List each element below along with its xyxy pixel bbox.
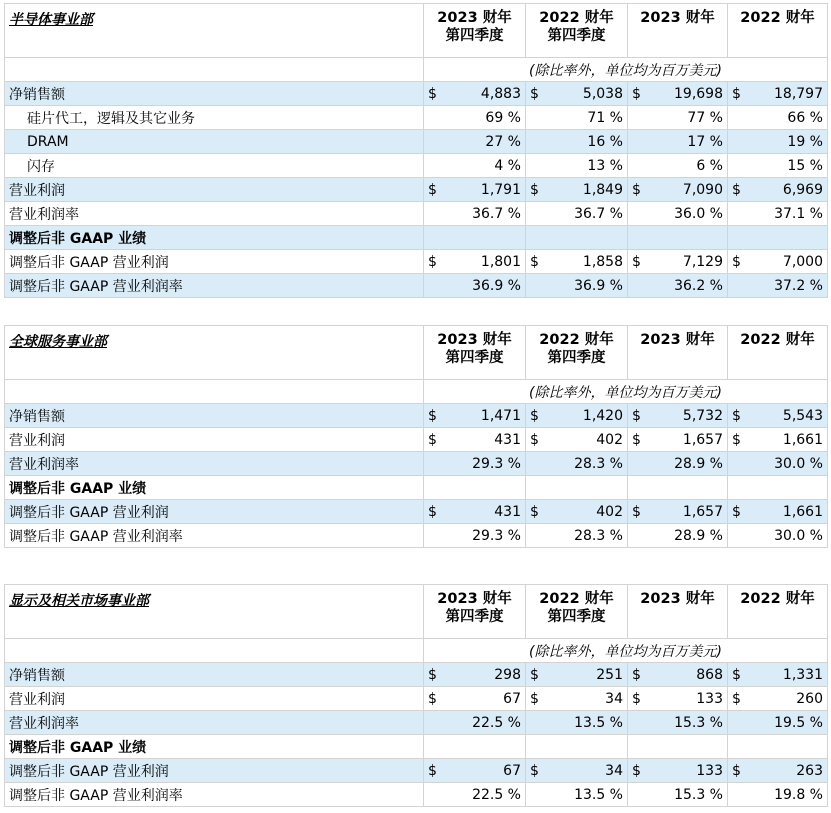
currency-symbol: $ bbox=[428, 407, 437, 424]
row-label: 调整后非 GAAP 营业利润率 bbox=[5, 274, 424, 298]
value-cell-q4-2023: 27 % bbox=[424, 130, 526, 154]
value: 67 bbox=[503, 762, 521, 779]
value-cell-q4-2022 bbox=[526, 226, 628, 250]
value: 1,657 bbox=[682, 503, 723, 520]
value-cell-q4-2023 bbox=[424, 226, 526, 250]
table-row bbox=[5, 524, 828, 548]
row-label: 硅片代工，逻辑及其它业务 bbox=[5, 106, 424, 130]
value-cell-q4-2022: 71 % bbox=[526, 106, 628, 130]
value-cell-q4-2023: 36.7 % bbox=[424, 202, 526, 226]
currency-symbol: $ bbox=[530, 431, 539, 448]
column-header-fy2022: 2022 财年 bbox=[728, 4, 828, 58]
value: 431 bbox=[494, 503, 521, 520]
currency-symbol: $ bbox=[428, 503, 437, 520]
column-header-fy2022: 2022 财年 bbox=[728, 585, 828, 639]
value-cell-q4-2022 bbox=[526, 500, 628, 524]
value: 34 bbox=[605, 690, 623, 707]
value-cell-fy2022 bbox=[728, 476, 828, 500]
value: 251 bbox=[596, 666, 623, 683]
table-row bbox=[5, 82, 828, 106]
value-cell-fy2023 bbox=[628, 178, 728, 202]
value: 1,331 bbox=[782, 666, 823, 683]
table-row bbox=[5, 759, 828, 783]
value-cell-q4-2023 bbox=[424, 500, 526, 524]
currency-symbol: $ bbox=[732, 762, 741, 779]
table-row bbox=[5, 663, 828, 687]
row-label: 调整后非 GAAP 营业利润率 bbox=[5, 524, 424, 548]
column-header-q4-2022: 2022 财年 第四季度 bbox=[526, 4, 628, 58]
value: 5,543 bbox=[782, 407, 823, 424]
value: 260 bbox=[796, 690, 823, 707]
value-cell-fy2022: 30.0 % bbox=[728, 524, 828, 548]
row-label: 净销售额 bbox=[5, 663, 424, 687]
currency-symbol: $ bbox=[732, 85, 741, 102]
currency-symbol: $ bbox=[632, 690, 641, 707]
row-label: 营业利润率 bbox=[5, 202, 424, 226]
value-cell-q4-2022: 13 % bbox=[526, 154, 628, 178]
value: 7,000 bbox=[782, 253, 823, 270]
value-cell-q4-2022: 13.5 % bbox=[526, 711, 628, 735]
table-row bbox=[5, 226, 828, 250]
column-header-fy2023: 2023 财年 bbox=[628, 4, 728, 58]
value: 133 bbox=[696, 690, 723, 707]
column-header-q4-2022: 2022 财年 第四季度 bbox=[526, 585, 628, 639]
value-cell-fy2023: 77 % bbox=[628, 106, 728, 130]
currency-symbol: $ bbox=[530, 503, 539, 520]
column-header-q4-2022: 2022 财年 第四季度 bbox=[526, 326, 628, 380]
value-cell-fy2023 bbox=[628, 404, 728, 428]
segment-title: 半导体事业部 bbox=[5, 4, 424, 58]
row-label: 净销售额 bbox=[5, 82, 424, 106]
value-cell-fy2023 bbox=[628, 250, 728, 274]
value-cell-q4-2023: 22.5 % bbox=[424, 783, 526, 807]
segment-header-row bbox=[5, 585, 828, 639]
value: 1,791 bbox=[480, 181, 521, 198]
segment-header-row bbox=[5, 326, 828, 380]
section-heading: 调整后非 GAAP 业绩 bbox=[5, 476, 424, 500]
currency-symbol: $ bbox=[732, 253, 741, 270]
value-cell-fy2022 bbox=[728, 178, 828, 202]
currency-symbol: $ bbox=[428, 181, 437, 198]
table-row bbox=[5, 274, 828, 298]
currency-symbol: $ bbox=[530, 666, 539, 683]
value: 1,858 bbox=[582, 253, 623, 270]
row-label: 调整后非 GAAP 营业利润 bbox=[5, 759, 424, 783]
currency-symbol: $ bbox=[632, 85, 641, 102]
value-cell-q4-2022 bbox=[526, 250, 628, 274]
currency-symbol: $ bbox=[632, 431, 641, 448]
row-label: 闪存 bbox=[5, 154, 424, 178]
currency-symbol: $ bbox=[428, 431, 437, 448]
value-cell-q4-2023: 29.3 % bbox=[424, 524, 526, 548]
currency-symbol: $ bbox=[632, 181, 641, 198]
value-cell-fy2023 bbox=[628, 735, 728, 759]
currency-symbol: $ bbox=[428, 85, 437, 102]
value-cell-q4-2022 bbox=[526, 404, 628, 428]
value-cell-fy2022 bbox=[728, 226, 828, 250]
value-cell-fy2023: 28.9 % bbox=[628, 452, 728, 476]
value-cell-fy2023 bbox=[628, 500, 728, 524]
value-cell-q4-2022 bbox=[526, 735, 628, 759]
value: 5,038 bbox=[582, 85, 623, 102]
currency-symbol: $ bbox=[530, 85, 539, 102]
currency-symbol: $ bbox=[530, 253, 539, 270]
value-cell-fy2023: 17 % bbox=[628, 130, 728, 154]
currency-symbol: $ bbox=[530, 407, 539, 424]
value: 133 bbox=[696, 762, 723, 779]
value-cell-q4-2023 bbox=[424, 759, 526, 783]
value: 6,969 bbox=[782, 181, 823, 198]
value-cell-q4-2022: 36.9 % bbox=[526, 274, 628, 298]
table-row bbox=[5, 178, 828, 202]
value-cell-fy2023: 15.3 % bbox=[628, 783, 728, 807]
value-cell-fy2022 bbox=[728, 250, 828, 274]
value-cell-fy2023 bbox=[628, 759, 728, 783]
value-cell-q4-2022 bbox=[526, 687, 628, 711]
value: 1,471 bbox=[480, 407, 521, 424]
value: 1,657 bbox=[682, 431, 723, 448]
value-cell-fy2022 bbox=[728, 82, 828, 106]
value-cell-q4-2022 bbox=[526, 663, 628, 687]
value-cell-q4-2023 bbox=[424, 82, 526, 106]
column-header-q4-2023: 2023 财年 第四季度 bbox=[424, 326, 526, 380]
value-cell-q4-2022: 36.7 % bbox=[526, 202, 628, 226]
value-cell-fy2022 bbox=[728, 428, 828, 452]
table-row bbox=[5, 250, 828, 274]
currency-symbol: $ bbox=[530, 762, 539, 779]
value: 4,883 bbox=[480, 85, 521, 102]
currency-symbol: $ bbox=[428, 666, 437, 683]
value-cell-q4-2022 bbox=[526, 178, 628, 202]
value-cell-fy2022: 30.0 % bbox=[728, 452, 828, 476]
value: 263 bbox=[796, 762, 823, 779]
value-cell-fy2022: 19.8 % bbox=[728, 783, 828, 807]
currency-symbol: $ bbox=[428, 253, 437, 270]
value-cell-fy2022 bbox=[728, 404, 828, 428]
units-note: (除比率外，单位均为百万美元) bbox=[424, 58, 828, 82]
value: 1,661 bbox=[782, 431, 823, 448]
value: 34 bbox=[605, 762, 623, 779]
currency-symbol: $ bbox=[632, 762, 641, 779]
value-cell-fy2023 bbox=[628, 226, 728, 250]
currency-symbol: $ bbox=[732, 407, 741, 424]
currency-symbol: $ bbox=[530, 181, 539, 198]
table-row bbox=[5, 404, 828, 428]
value-cell-q4-2023: 4 % bbox=[424, 154, 526, 178]
value-cell-q4-2022 bbox=[526, 476, 628, 500]
column-header-fy2022: 2022 财年 bbox=[728, 326, 828, 380]
table-row bbox=[5, 106, 828, 130]
units-note: (除比率外，单位均为百万美元) bbox=[424, 639, 828, 663]
row-label: 调整后非 GAAP 营业利润 bbox=[5, 500, 424, 524]
value-cell-fy2022: 37.1 % bbox=[728, 202, 828, 226]
value-cell-fy2022 bbox=[728, 500, 828, 524]
value: 18,797 bbox=[774, 85, 823, 102]
value-cell-q4-2022: 28.3 % bbox=[526, 524, 628, 548]
segment-table-semiconductor bbox=[4, 3, 828, 298]
currency-symbol: $ bbox=[732, 431, 741, 448]
table-row bbox=[5, 711, 828, 735]
currency-symbol: $ bbox=[732, 666, 741, 683]
table-row bbox=[5, 130, 828, 154]
row-label: 净销售额 bbox=[5, 404, 424, 428]
value: 67 bbox=[503, 690, 521, 707]
value-cell-q4-2023 bbox=[424, 404, 526, 428]
value-cell-fy2023: 28.9 % bbox=[628, 524, 728, 548]
value-cell-q4-2023 bbox=[424, 178, 526, 202]
section-heading: 调整后非 GAAP 业绩 bbox=[5, 735, 424, 759]
value-cell-q4-2022 bbox=[526, 759, 628, 783]
row-label: 营业利润率 bbox=[5, 452, 424, 476]
value-cell-fy2023 bbox=[628, 428, 728, 452]
value-cell-fy2022: 15 % bbox=[728, 154, 828, 178]
units-note: (除比率外，单位均为百万美元) bbox=[424, 380, 828, 404]
value: 402 bbox=[596, 503, 623, 520]
value: 298 bbox=[494, 666, 521, 683]
currency-symbol: $ bbox=[632, 407, 641, 424]
value-cell-fy2022 bbox=[728, 687, 828, 711]
table-row bbox=[5, 500, 828, 524]
value-cell-q4-2023 bbox=[424, 250, 526, 274]
value-cell-q4-2022: 28.3 % bbox=[526, 452, 628, 476]
segment-table-global-services bbox=[4, 325, 828, 548]
value-cell-fy2023: 15.3 % bbox=[628, 711, 728, 735]
row-label: 营业利润 bbox=[5, 178, 424, 202]
value-cell-q4-2023: 36.9 % bbox=[424, 274, 526, 298]
value-cell-q4-2023: 22.5 % bbox=[424, 711, 526, 735]
value: 1,661 bbox=[782, 503, 823, 520]
table-row bbox=[5, 452, 828, 476]
segment-title: 显示及相关市场事业部 bbox=[5, 585, 424, 639]
value: 402 bbox=[596, 431, 623, 448]
currency-symbol: $ bbox=[732, 690, 741, 707]
row-label: 调整后非 GAAP 营业利润率 bbox=[5, 783, 424, 807]
value-cell-fy2023 bbox=[628, 82, 728, 106]
value: 5,732 bbox=[682, 407, 723, 424]
value-cell-fy2022 bbox=[728, 663, 828, 687]
value-cell-q4-2023: 69 % bbox=[424, 106, 526, 130]
currency-symbol: $ bbox=[428, 690, 437, 707]
segment-table-display bbox=[4, 584, 828, 807]
value: 7,129 bbox=[682, 253, 723, 270]
currency-symbol: $ bbox=[632, 503, 641, 520]
table-row bbox=[5, 154, 828, 178]
column-header-q4-2023: 2023 财年 第四季度 bbox=[424, 585, 526, 639]
segment-title: 全球服务事业部 bbox=[5, 326, 424, 380]
currency-symbol: $ bbox=[530, 690, 539, 707]
value-cell-fy2023: 6 % bbox=[628, 154, 728, 178]
column-header-fy2023: 2023 财年 bbox=[628, 585, 728, 639]
value-cell-fy2023 bbox=[628, 687, 728, 711]
table-row bbox=[5, 202, 828, 226]
segment-header-row bbox=[5, 4, 828, 58]
value: 1,801 bbox=[480, 253, 521, 270]
value: 1,849 bbox=[582, 181, 623, 198]
value-cell-q4-2022: 13.5 % bbox=[526, 783, 628, 807]
currency-symbol: $ bbox=[428, 762, 437, 779]
currency-symbol: $ bbox=[632, 666, 641, 683]
units-row bbox=[5, 380, 828, 404]
value: 1,420 bbox=[582, 407, 623, 424]
row-label: DRAM bbox=[5, 130, 424, 154]
value-cell-q4-2022: 16 % bbox=[526, 130, 628, 154]
column-header-fy2023: 2023 财年 bbox=[628, 326, 728, 380]
row-label: 调整后非 GAAP 营业利润 bbox=[5, 250, 424, 274]
value: 868 bbox=[696, 666, 723, 683]
value-cell-q4-2023 bbox=[424, 735, 526, 759]
table-row bbox=[5, 783, 828, 807]
value-cell-fy2023 bbox=[628, 476, 728, 500]
value: 7,090 bbox=[682, 181, 723, 198]
column-header-q4-2023: 2023 财年 第四季度 bbox=[424, 4, 526, 58]
value-cell-fy2022: 66 % bbox=[728, 106, 828, 130]
value-cell-q4-2023 bbox=[424, 428, 526, 452]
units-row bbox=[5, 639, 828, 663]
value-cell-q4-2023: 29.3 % bbox=[424, 452, 526, 476]
value-cell-q4-2023 bbox=[424, 687, 526, 711]
table-row bbox=[5, 687, 828, 711]
value-cell-q4-2023 bbox=[424, 663, 526, 687]
value-cell-fy2022 bbox=[728, 735, 828, 759]
value-cell-fy2022 bbox=[728, 759, 828, 783]
row-label: 营业利润 bbox=[5, 428, 424, 452]
currency-symbol: $ bbox=[732, 503, 741, 520]
section-heading: 调整后非 GAAP 业绩 bbox=[5, 226, 424, 250]
units-row bbox=[5, 58, 828, 82]
value: 431 bbox=[494, 431, 521, 448]
row-label: 营业利润 bbox=[5, 687, 424, 711]
table-row bbox=[5, 428, 828, 452]
value-cell-fy2023 bbox=[628, 663, 728, 687]
value-cell-fy2023: 36.0 % bbox=[628, 202, 728, 226]
value-cell-fy2023: 36.2 % bbox=[628, 274, 728, 298]
value-cell-q4-2022 bbox=[526, 82, 628, 106]
value-cell-q4-2023 bbox=[424, 476, 526, 500]
currency-symbol: $ bbox=[632, 253, 641, 270]
currency-symbol: $ bbox=[732, 181, 741, 198]
value: 19,698 bbox=[674, 85, 723, 102]
row-label: 营业利润率 bbox=[5, 711, 424, 735]
table-row bbox=[5, 735, 828, 759]
table-row bbox=[5, 476, 828, 500]
value-cell-fy2022: 37.2 % bbox=[728, 274, 828, 298]
value-cell-q4-2022 bbox=[526, 428, 628, 452]
value-cell-fy2022: 19.5 % bbox=[728, 711, 828, 735]
value-cell-fy2022: 19 % bbox=[728, 130, 828, 154]
